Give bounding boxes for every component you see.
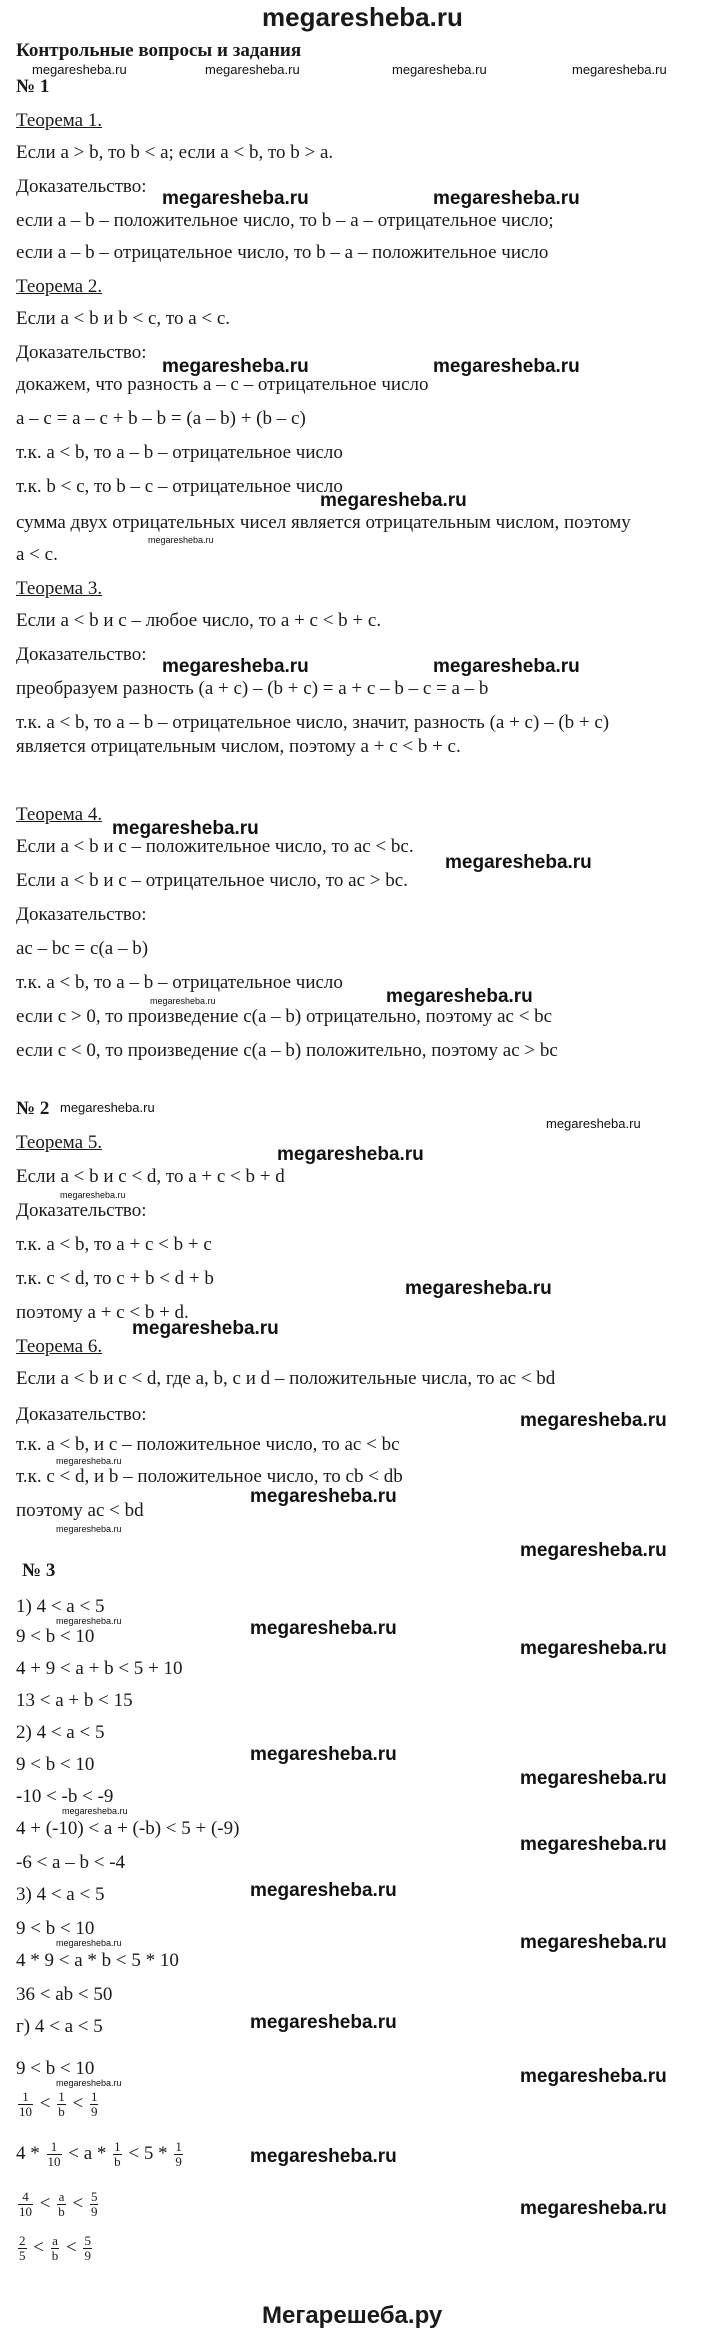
watermark: megaresheba.ru [520,1932,667,1953]
fraction: $\frac{1}{9}$ [90,2089,98,2119]
watermark: megaresheba.ru [162,356,309,377]
watermark: megaresheba.ru [386,986,533,1007]
proof-label: Доказательство: [16,1200,147,1221]
proof-line: т.к. a < b, то a – b – отрицательное число [16,972,343,993]
watermark: megaresheba.ru [62,1806,128,1816]
proof-line: преобразуем разность (a + c) – (b + c) = a + c – b – c = a – b [16,678,489,699]
proof-line: поэтому a + c < b + d. [16,1302,189,1323]
theorem-title: Теорема 5. [16,1132,103,1153]
watermark: megaresheba.ru [433,656,580,677]
theorem-title: Теорема 4. [16,804,103,825]
watermark: megaresheba.ru [205,62,300,77]
watermark: megaresheba.ru [250,2012,397,2033]
watermark: megaresheba.ru [520,1768,667,1789]
solution-line: г) 4 < a < 5 [16,2016,103,2037]
solution-line: 2) 4 < a < 5 [16,1722,105,1743]
section-number: № 2 [16,1098,50,1119]
fraction: $\frac{5}{9}$ [90,2189,98,2219]
fraction: $\frac{a}{b}$ [58,2189,65,2219]
watermark: megaresheba.ru [250,1744,397,1765]
watermark: megaresheba.ru [520,1834,667,1855]
watermark: megaresheba.ru [60,1190,126,1200]
watermark: megaresheba.ru [150,996,216,1006]
proof-line: т.к. a < b, то a – b – отрицательное число [16,442,343,463]
fraction: $\frac{1}{10}$ [19,2089,32,2119]
theorem-title: Теорема 6. [16,1336,103,1357]
proof-line: если a – b – отрицательное число, то b – a – положительное число [16,242,549,263]
fraction-inequality: 4 * $\frac{1}{10}$ < a * $\frac{1}{b}$ < 5 * $\frac{1}{9}$ [16,2139,182,2169]
proof-line: т.к. a < b, то a + c < b + c [16,1234,212,1255]
proof-line: т.к. c < d, то c + b < d + b [16,1268,214,1289]
proof-line: a – c = a – c + b – b = (a – b) + (b – c) [16,408,306,429]
proof-line: если c < 0, то произведение c(a – b) положительно, поэтому ac > bc [16,1040,558,1061]
fraction: $\frac{5}{9}$ [84,2233,91,2263]
watermark: megaresheba.ru [56,1524,122,1534]
proof-label: Доказательство: [16,176,147,197]
solution-line: 9 < b < 10 [16,1918,95,1939]
solution-line: 9 < b < 10 [16,1626,95,1647]
watermark: megaresheba.ru [250,1880,397,1901]
proof-line: a < c. [16,544,58,565]
proof-line: ac – bc = c(a – b) [16,938,149,959]
watermark: megaresheba.ru [520,1638,667,1659]
theorem-title: Теорема 3. [16,578,103,599]
watermark: megaresheba.ru [148,535,214,545]
watermark: megaresheba.ru [520,1540,667,1561]
watermark: megaresheba.ru [546,1116,641,1131]
proof-line: сумма двух отрицательных чисел является отрицательным числом, поэтому [16,512,631,533]
watermark: megaresheba.ru [56,1616,122,1626]
theorem-statement: Если a < b и c – любое число, то a + c < b + c. [16,610,382,631]
fraction: $\frac{a}{b}$ [51,2233,59,2263]
proof-line: если c > 0, то произведение c(a – b) отрицательно, поэтому ac < bc [16,1006,553,1027]
theorem-statement: Если a < b и c < d, где a, b, c и d – положительные числа, то ac < bd [16,1368,556,1389]
solution-line: 3) 4 < a < 5 [16,1884,105,1905]
watermark: megaresheba.ru [520,2198,667,2219]
section-number: № 3 [22,1560,56,1581]
solution-line: -10 < -b < -9 [16,1786,114,1807]
theorem-statement: Если a > b, то b < a; если a < b, то b > a. [16,142,334,163]
solution-line: 9 < b < 10 [16,2058,95,2079]
fraction-inequality: $\frac{2}{5}$ < $\frac{a}{b}$ < $\frac{5}{9}$ [19,2233,91,2263]
solution-line: 4 * 9 < a * b < 5 * 10 [16,1950,179,1971]
proof-line: т.к. a < b, то a – b – отрицательное число, значит, разность (a + c) – (b + c) [16,712,610,733]
theorem-statement: Если a < b и c – отрицательное число, то ac > bc. [16,870,408,891]
theorem-title: Теорема 2. [16,276,103,297]
watermark: megaresheba.ru [520,2066,667,2087]
proof-line: поэтому ac < bd [16,1500,144,1521]
watermark: megaresheba.ru [250,1486,397,1507]
solution-line: 36 < ab < 50 [16,1984,113,2005]
site-footer: Мегарешеба.ру [262,2302,443,2329]
watermark: megaresheba.ru [320,490,467,511]
fraction: $\frac{1}{b}$ [58,2089,65,2119]
theorem-title: Теорема 1. [16,110,103,131]
proof-label: Доказательство: [16,644,147,665]
solution-line: 4 + (-10) < a + (-b) < 5 + (-9) [16,1818,240,1839]
proof-line: если a – b – положительное число, то b – a – отрицательное число; [16,210,554,231]
watermark: megaresheba.ru [277,1144,424,1165]
proof-line: докажем, что разность a – c – отрицательное число [16,374,429,395]
watermark: megaresheba.ru [392,62,487,77]
section-number: № 1 [16,76,50,97]
solution-line: 4 + 9 < a + b < 5 + 10 [16,1658,183,1679]
fraction: $\frac{2}{5}$ [19,2233,26,2263]
fraction: $\frac{1}{9}$ [175,2139,182,2169]
watermark: megaresheba.ru [250,1618,397,1639]
proof-line: является отрицательным числом, поэтому a + c < b + c. [16,736,461,757]
watermark: megaresheba.ru [56,1938,122,1948]
proof-label: Доказательство: [16,904,147,925]
theorem-statement: Если a < b и c < d, то a + c < b + d [16,1166,285,1187]
watermark: megaresheba.ru [433,188,580,209]
watermark: megaresheba.ru [572,62,667,77]
solution-line: 1) 4 < a < 5 [16,1596,105,1617]
fraction-inequality: $\frac{4}{10}$ < $\frac{a}{b}$ < $\frac{5}{9}$ [19,2189,98,2219]
page-title: Контрольные вопросы и задания [16,40,302,61]
watermark: megaresheba.ru [132,1318,279,1339]
watermark: megaresheba.ru [433,356,580,377]
fraction: $\frac{4}{10}$ [19,2189,32,2219]
site-header: megaresheba.ru [262,2,463,32]
watermark: megaresheba.ru [445,852,592,873]
proof-label: Доказательство: [16,1404,147,1425]
watermark: megaresheba.ru [520,1410,667,1431]
watermark: megaresheba.ru [60,1100,155,1115]
watermark: megaresheba.ru [162,656,309,677]
fraction: $\frac{1}{10}$ [47,2139,61,2169]
solution-line: 13 < a + b < 15 [16,1690,133,1711]
solution-line: -6 < a – b < -4 [16,1852,126,1873]
proof-label: Доказательство: [16,342,147,363]
proof-line: т.к. a < b, и c – положительное число, то ac < bc [16,1434,400,1455]
theorem-statement: Если a < b и c – положительное число, то ac < bc. [16,836,414,857]
watermark: megaresheba.ru [56,1456,122,1466]
watermark: megaresheba.ru [32,62,127,77]
watermark: megaresheba.ru [250,2146,397,2167]
watermark: megaresheba.ru [405,1278,552,1299]
proof-line: т.к. b < c, то b – c – отрицательное число [16,476,343,497]
solution-line: 9 < b < 10 [16,1754,95,1775]
theorem-statement: Если a < b и b < c, то a < c. [16,308,231,329]
watermark: megaresheba.ru [162,188,309,209]
proof-line: т.к. c < d, и b – положительное число, то cb < db [16,1466,403,1487]
watermark: megaresheba.ru [56,2078,122,2088]
fraction: $\frac{1}{b}$ [114,2139,121,2169]
watermark: megaresheba.ru [112,818,259,839]
fraction-inequality: $\frac{1}{10}$ < $\frac{1}{b}$ < $\frac{1}{9}$ [19,2089,98,2119]
